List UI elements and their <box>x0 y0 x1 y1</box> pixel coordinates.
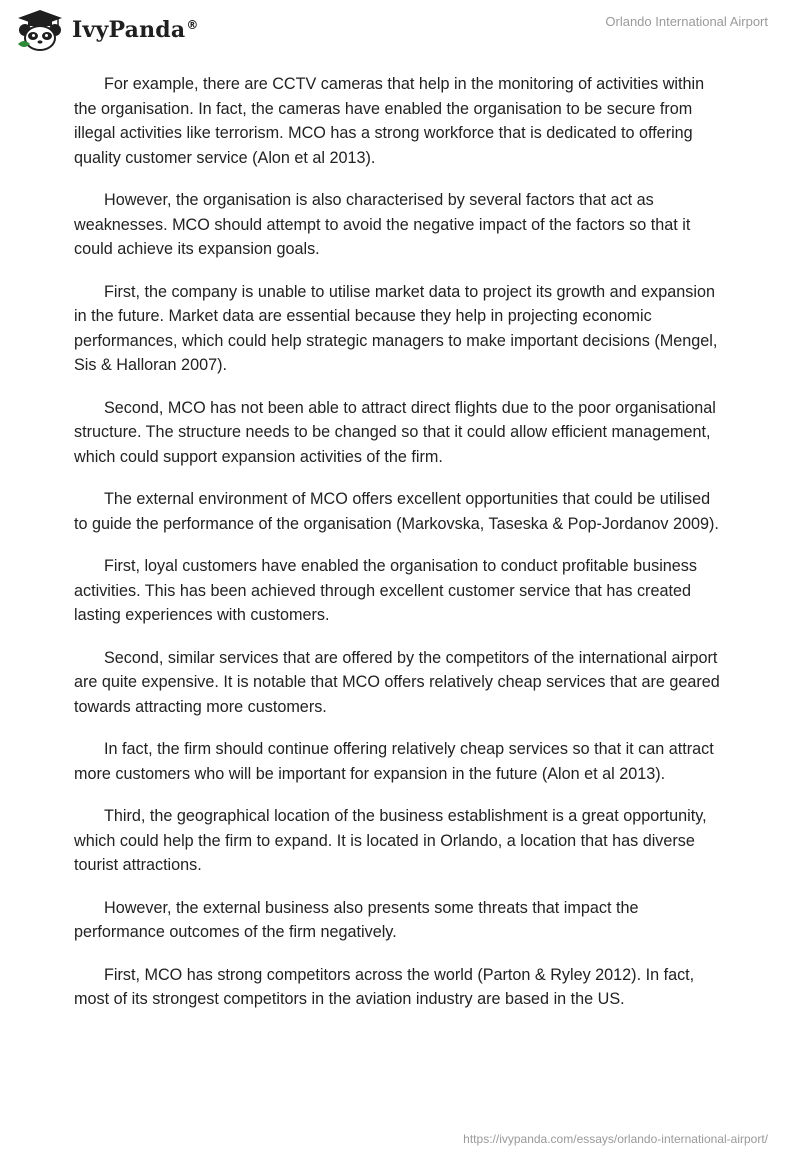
paragraph: Third, the geographical location of the business establishment is a great opportunity, which could help the firm to expand. It is located in Orlando, a location that has diverse tourist attractions. <box>74 807 707 874</box>
paragraph: In fact, the firm should continue offering relatively cheap services so that it can attract more customers who will be important for expansion in the future (Alon et al 2013). <box>74 740 714 783</box>
paragraph: Second, similar services that are offered by the competitors of the international airport are quite expensive. It is notable that MCO offers relatively cheap services that are geared towards attracting more customers. <box>74 648 720 716</box>
paragraph: For example, there are CCTV cameras that help in the monitoring of activities within the organisation. In fact, the cameras have enabled the organisation to be secure from illegal activities like terrorism. MCO has a strong workforce that is dedicated to offering quality customer service (Alon et al 2013). <box>74 75 705 167</box>
brand-logo[interactable] <box>14 8 199 52</box>
panda-graduate-icon <box>14 8 66 52</box>
paragraph: First, MCO has strong competitors across the world (Parton & Ryley 2012). In fact, most of its strongest competitors in the aviation industry are based in the US. <box>74 965 695 1008</box>
source-url-link[interactable]: https://ivypanda.com/essays/orlando-international-airport/ <box>463 1132 768 1146</box>
registered-mark: ® <box>186 17 199 32</box>
essay-body <box>74 72 724 1030</box>
paragraph: The external environment of MCO offers excellent opportunities that could be utilised to guide the performance of the organisation (Markovska, Taseska & Pop-Jordanov 2009). <box>74 490 719 533</box>
paragraph: However, the external business also presents some threats that impact the performance outcomes of the firm negatively. <box>74 898 639 941</box>
page-header <box>0 0 800 60</box>
paragraph: Second, MCO has not been able to attract direct flights due to the poor organisational structure. The structure needs to be changed so that it could allow efficient management, which could support expansion activities of the firm. <box>74 398 716 466</box>
paragraph: First, loyal customers have enabled the organisation to conduct profitable business activities. This has been achieved through excellent customer service that has created lasting experiences with customers. <box>74 557 697 624</box>
brand-name: IvyPanda® <box>72 17 199 43</box>
document-title: Orlando International Airport <box>605 14 768 29</box>
paragraph: However, the organisation is also characterised by several factors that act as weaknesses. MCO should attempt to avoid the negative impact of the factors so that it could achieve its expansion goals. <box>74 191 691 258</box>
paragraph: First, the company is unable to utilise market data to project its growth and expansion in the future. Market data are essential because they help in projecting economic performances, which could help strategic managers to make important decisions (Mengel, Sis & Halloran 2007). <box>74 282 718 374</box>
